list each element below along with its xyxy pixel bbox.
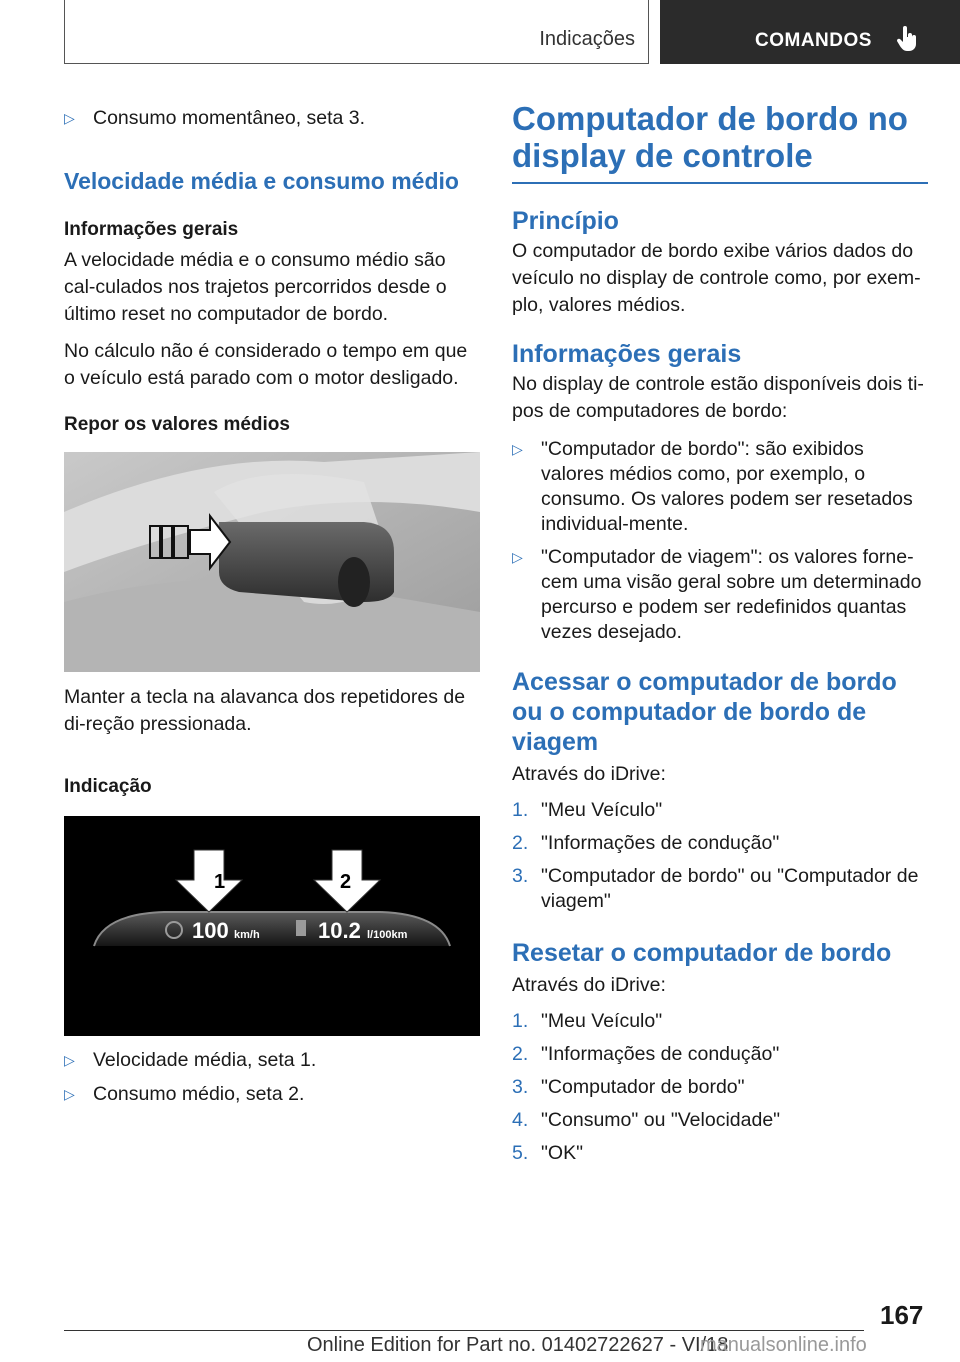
- list-item-text: "Computador de bordo": [541, 1076, 745, 1098]
- avg-consumption-value: 10.2: [318, 918, 361, 943]
- list-item: [512, 1009, 928, 1034]
- triangle-bullet-icon: ▷: [64, 110, 75, 126]
- paragraph: No display de controle estão disponíveis dois ti-pos de computadores de bordo:: [512, 373, 924, 422]
- list-item-text: "Informações de condução": [541, 832, 780, 854]
- list-item: [512, 831, 928, 856]
- paragraph: A velocidade média e o consumo médio são cal-culados nos trajetos percorridos desde o último reset no computador de bordo.: [64, 249, 447, 325]
- step-number: 3.: [512, 865, 529, 887]
- subheading: Repor os valores médios: [64, 414, 290, 435]
- footer-rule: [64, 1330, 864, 1331]
- subheading: Informações gerais: [64, 219, 239, 240]
- triangle-bullet-icon: ▷: [512, 549, 523, 565]
- list-item: [512, 437, 928, 537]
- list-item: [512, 1075, 928, 1100]
- chapter-tab-label: COMANDOS: [755, 30, 872, 51]
- section-heading: Informações gerais: [512, 340, 742, 368]
- step-number: 1.: [512, 799, 529, 821]
- pointing-hand-icon: [896, 26, 918, 57]
- list-item: [512, 1042, 928, 1067]
- arrow-label-2: 2: [340, 871, 352, 893]
- list-item-text: "Meu Veículo": [541, 799, 663, 821]
- footer-edition: Online Edition for Part no. 01402722627 - VI/18: [307, 1334, 729, 1356]
- list-item: [64, 1048, 480, 1073]
- list-item: [512, 1141, 928, 1166]
- title-rule: [512, 182, 928, 184]
- list-item-text: Consumo momentâneo, seta 3.: [93, 107, 366, 129]
- step-number: 2.: [512, 1043, 529, 1065]
- paragraph: O computador de bordo exibe vários dados do veículo no display de controle como, por exem-plo, valores médios.: [512, 240, 921, 316]
- list-item-text: "Computador de bordo" ou "Computador de viagem": [541, 865, 919, 912]
- list-item-text: "Meu Veículo": [541, 1010, 663, 1032]
- list-item-text: Velocidade média, seta 1.: [93, 1049, 317, 1071]
- chapter-title: Computador de bordo no display de controle: [512, 100, 908, 174]
- section-heading: Velocidade média e consumo médio: [64, 168, 459, 194]
- page-number: 167: [880, 1300, 924, 1330]
- paragraph: No cálculo não é considerado o tempo em que o veículo está parado com o motor desligado.: [64, 340, 468, 389]
- paragraph: Através do iDrive:: [512, 763, 666, 785]
- triangle-bullet-icon: ▷: [64, 1052, 75, 1068]
- step-number: 2.: [512, 832, 529, 854]
- section-title: Indicações: [539, 28, 635, 50]
- left-column: [64, 100, 480, 1107]
- subheading: Indicação: [64, 776, 152, 797]
- chapter-tab[interactable]: [660, 0, 960, 64]
- list-item: [512, 1108, 928, 1133]
- list-item-text: Consumo médio, seta 2.: [93, 1083, 305, 1105]
- section-heading: Acessar o computador de bordo ou o computador de bordo de viagem: [512, 668, 897, 756]
- list-item-text: "OK": [541, 1142, 584, 1164]
- step-number: 5.: [512, 1142, 529, 1164]
- step-number: 4.: [512, 1109, 529, 1131]
- section-heading: Resetar o computador de bordo: [512, 939, 892, 967]
- avg-speed-unit: km/h: [234, 929, 260, 941]
- triangle-bullet-icon: ▷: [512, 441, 523, 457]
- list-item-text: "Consumo" ou "Velocidade": [541, 1109, 781, 1131]
- paragraph: Manter a tecla na alavanca dos repetidores de di-reção pressionada.: [64, 686, 466, 735]
- avg-consumption-unit: l/100km: [367, 929, 408, 941]
- arrow-label-1: 1: [214, 871, 226, 893]
- footer-watermark: manualsonline.info: [700, 1334, 867, 1356]
- section-heading: Princípio: [512, 207, 619, 235]
- instrument-display-image: [64, 816, 480, 1036]
- triangle-bullet-icon: ▷: [64, 1086, 75, 1102]
- list-item-text: "Informações de condução": [541, 1043, 780, 1065]
- list-item: [64, 1082, 480, 1107]
- list-item: [64, 106, 480, 131]
- fuel-pump-icon: [296, 920, 306, 936]
- list-item: [512, 545, 928, 645]
- step-number: 3.: [512, 1076, 529, 1098]
- list-item-text: "Computador de viagem": os valores forne-cem uma visão geral sobre um determinado percurso e podem ser redefinidos quantas vezes desejado.: [541, 546, 922, 643]
- list-item: [512, 798, 928, 823]
- list-item-text: "Computador de bordo": são exibidos valores médios como, por exemplo, o consumo. Os valores podem ser resetados individual-mente.: [541, 438, 913, 535]
- list-item: [512, 864, 928, 914]
- paragraph: Através do iDrive:: [512, 974, 666, 996]
- lever-photo: [64, 452, 480, 672]
- right-column: [512, 100, 928, 1166]
- step-number: 1.: [512, 1010, 529, 1032]
- avg-speed-value: 100: [192, 918, 229, 943]
